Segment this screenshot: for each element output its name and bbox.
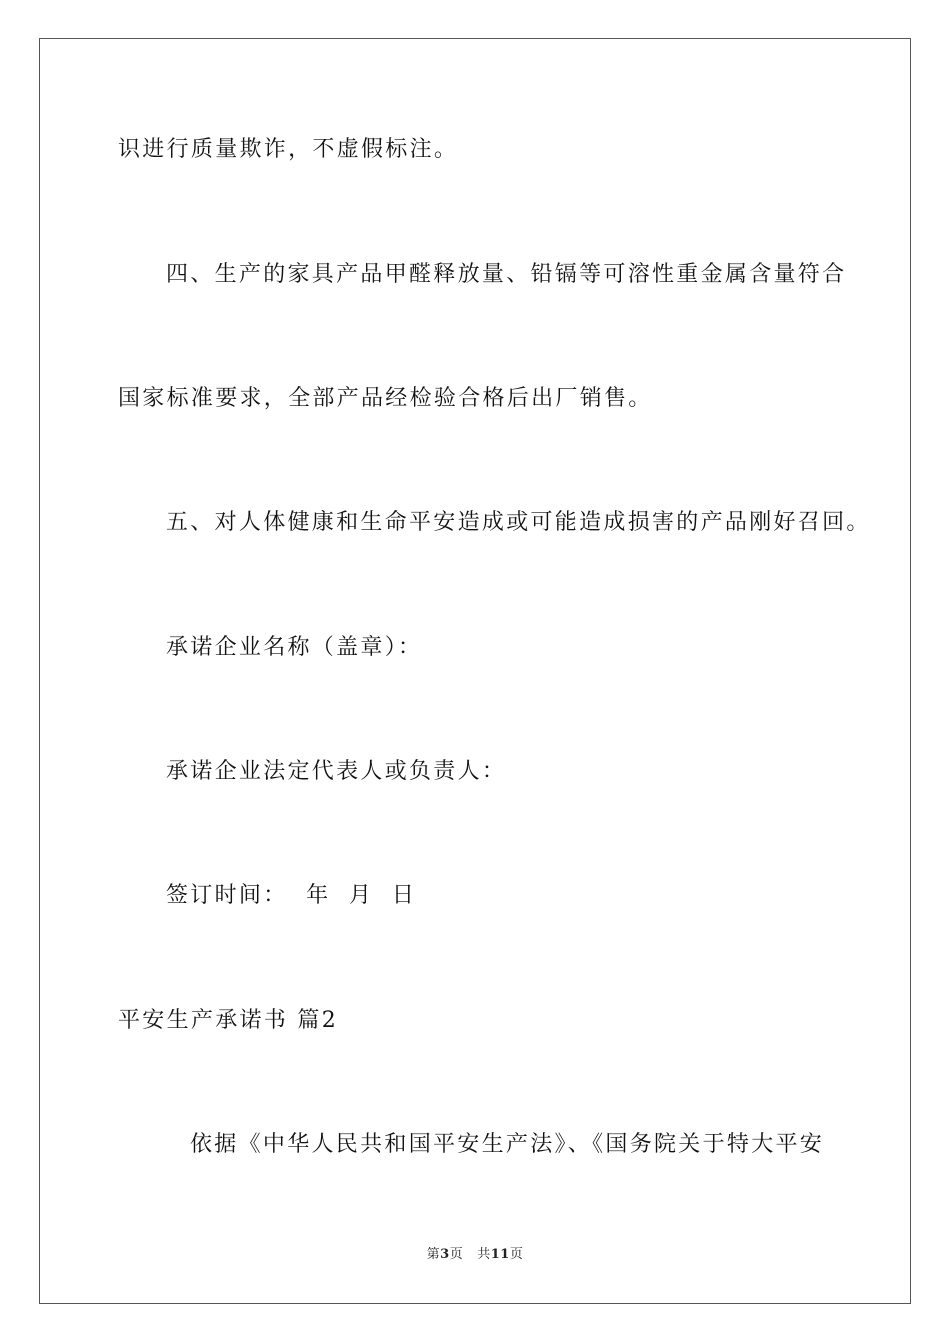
text-line-1: 识进行质量欺诈，不虚假标注。 [118,137,459,162]
page-footer [0,1246,950,1264]
text-line-7: 签订时间： 年 月 日 [166,883,417,908]
section-heading: 平安生产承诺书 篇2 [118,1008,338,1033]
footer-prefix: 第 [426,1247,441,1262]
text-line-4: 五、对人体健康和生命平安造成或可能造成损害的产品刚好召回。 [166,510,871,535]
text-line-5: 承诺企业名称（盖章）： [166,635,423,660]
text-line-9: 依据《中华人民共和国平安生产法》、《国务院关于特大平安 [190,1132,825,1157]
footer-current-page: 3 [440,1247,450,1262]
text-line-2: 四、生产的家具产品甲醛释放量、铅镉等可溶性重金属含量符合 [166,262,847,287]
text-line-6: 承诺企业法定代表人或负责人： [166,759,507,784]
footer-page-unit: 页 [449,1247,464,1262]
page-border [39,38,911,1304]
footer-total-pages: 11 [490,1247,510,1262]
footer-total-prefix: 共 [477,1247,491,1262]
text-line-3: 国家标准要求，全部产品经检验合格后出厂销售。 [118,386,653,411]
footer-total-unit: 页 [509,1247,524,1262]
